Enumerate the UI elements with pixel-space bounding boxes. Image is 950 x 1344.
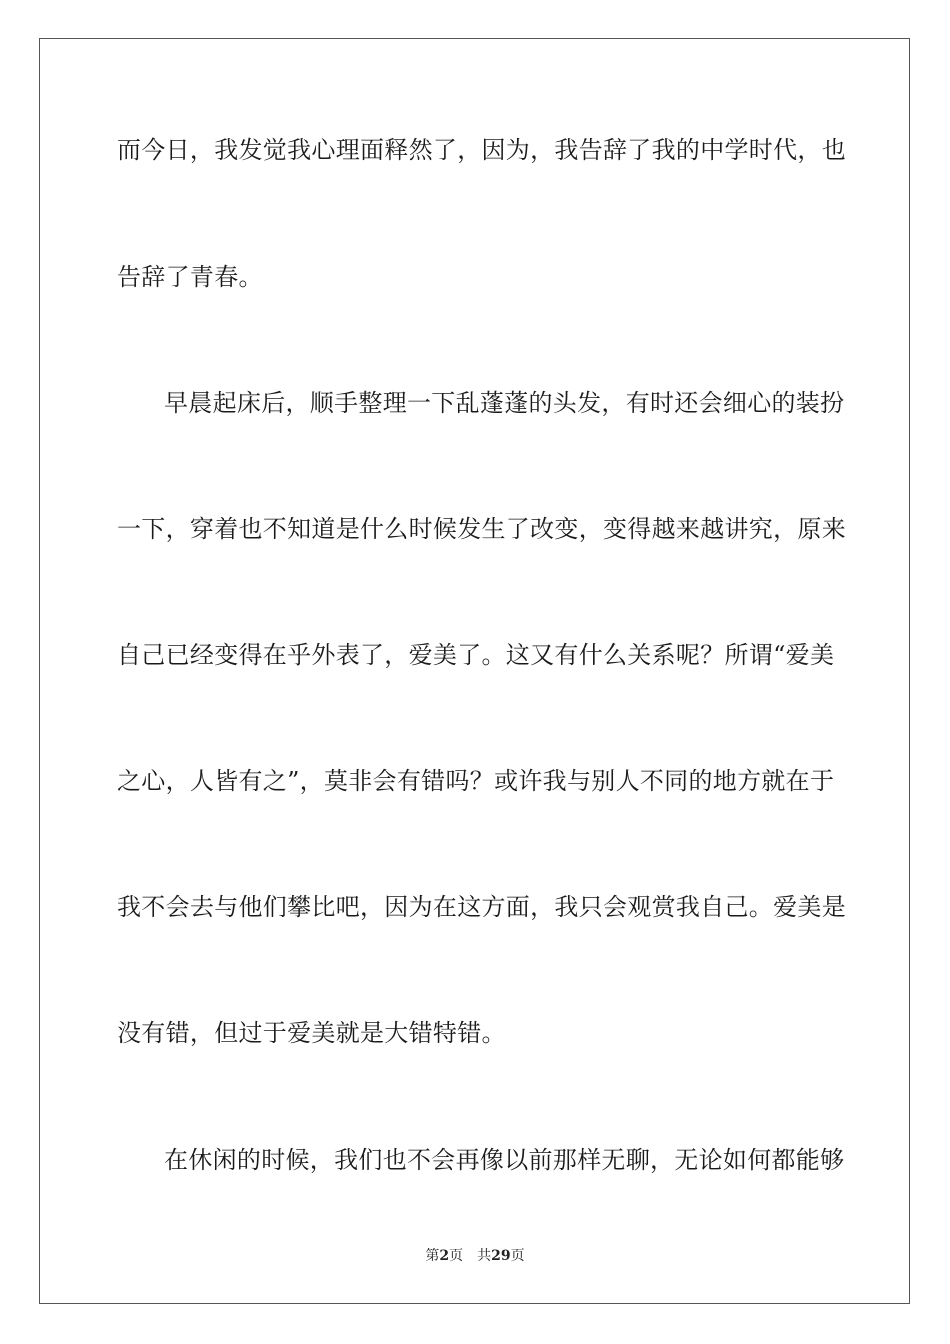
paragraph-line-4: 一下，穿着也不知道是什么时候发生了改变，变得越来越讲究，原来 bbox=[117, 515, 846, 543]
total-prefix: 共 bbox=[477, 1248, 492, 1264]
paragraph-line-8: 没有错，但过于爱美就是大错特错。 bbox=[117, 1019, 506, 1047]
page-number: 2 bbox=[439, 1248, 450, 1264]
paragraph-line-3: 早晨起床后，顺手整理一下乱蓬蓬的头发，有时还会细心的装扮 bbox=[164, 389, 845, 417]
paragraph-line-7: 我不会去与他们攀比吧，因为在这方面，我只会观赏我自己。爱美是 bbox=[117, 893, 846, 921]
paragraph-line-2: 告辞了青春。 bbox=[117, 263, 263, 291]
page-suffix: 页 bbox=[449, 1248, 464, 1264]
paragraph-line-1: 而今日，我发觉我心理面释然了，因为，我告辞了我的中学时代，也 bbox=[117, 136, 846, 164]
total-suffix: 页 bbox=[510, 1248, 525, 1264]
total-pages: 29 bbox=[491, 1248, 511, 1264]
page-border bbox=[39, 38, 910, 1304]
paragraph-line-6: 之心，人皆有之”，莫非会有错吗？或许我与别人不同的地方就在于 bbox=[117, 767, 835, 795]
page-prefix: 第 bbox=[425, 1248, 440, 1264]
paragraph-line-9: 在休闲的时候，我们也不会再像以前那样无聊，无论如何都能够 bbox=[164, 1146, 845, 1174]
paragraph-line-5: 自己已经变得在乎外表了，爱美了。这又有什么关系呢？所谓“爱美 bbox=[117, 641, 835, 669]
page-footer bbox=[0, 1247, 950, 1265]
